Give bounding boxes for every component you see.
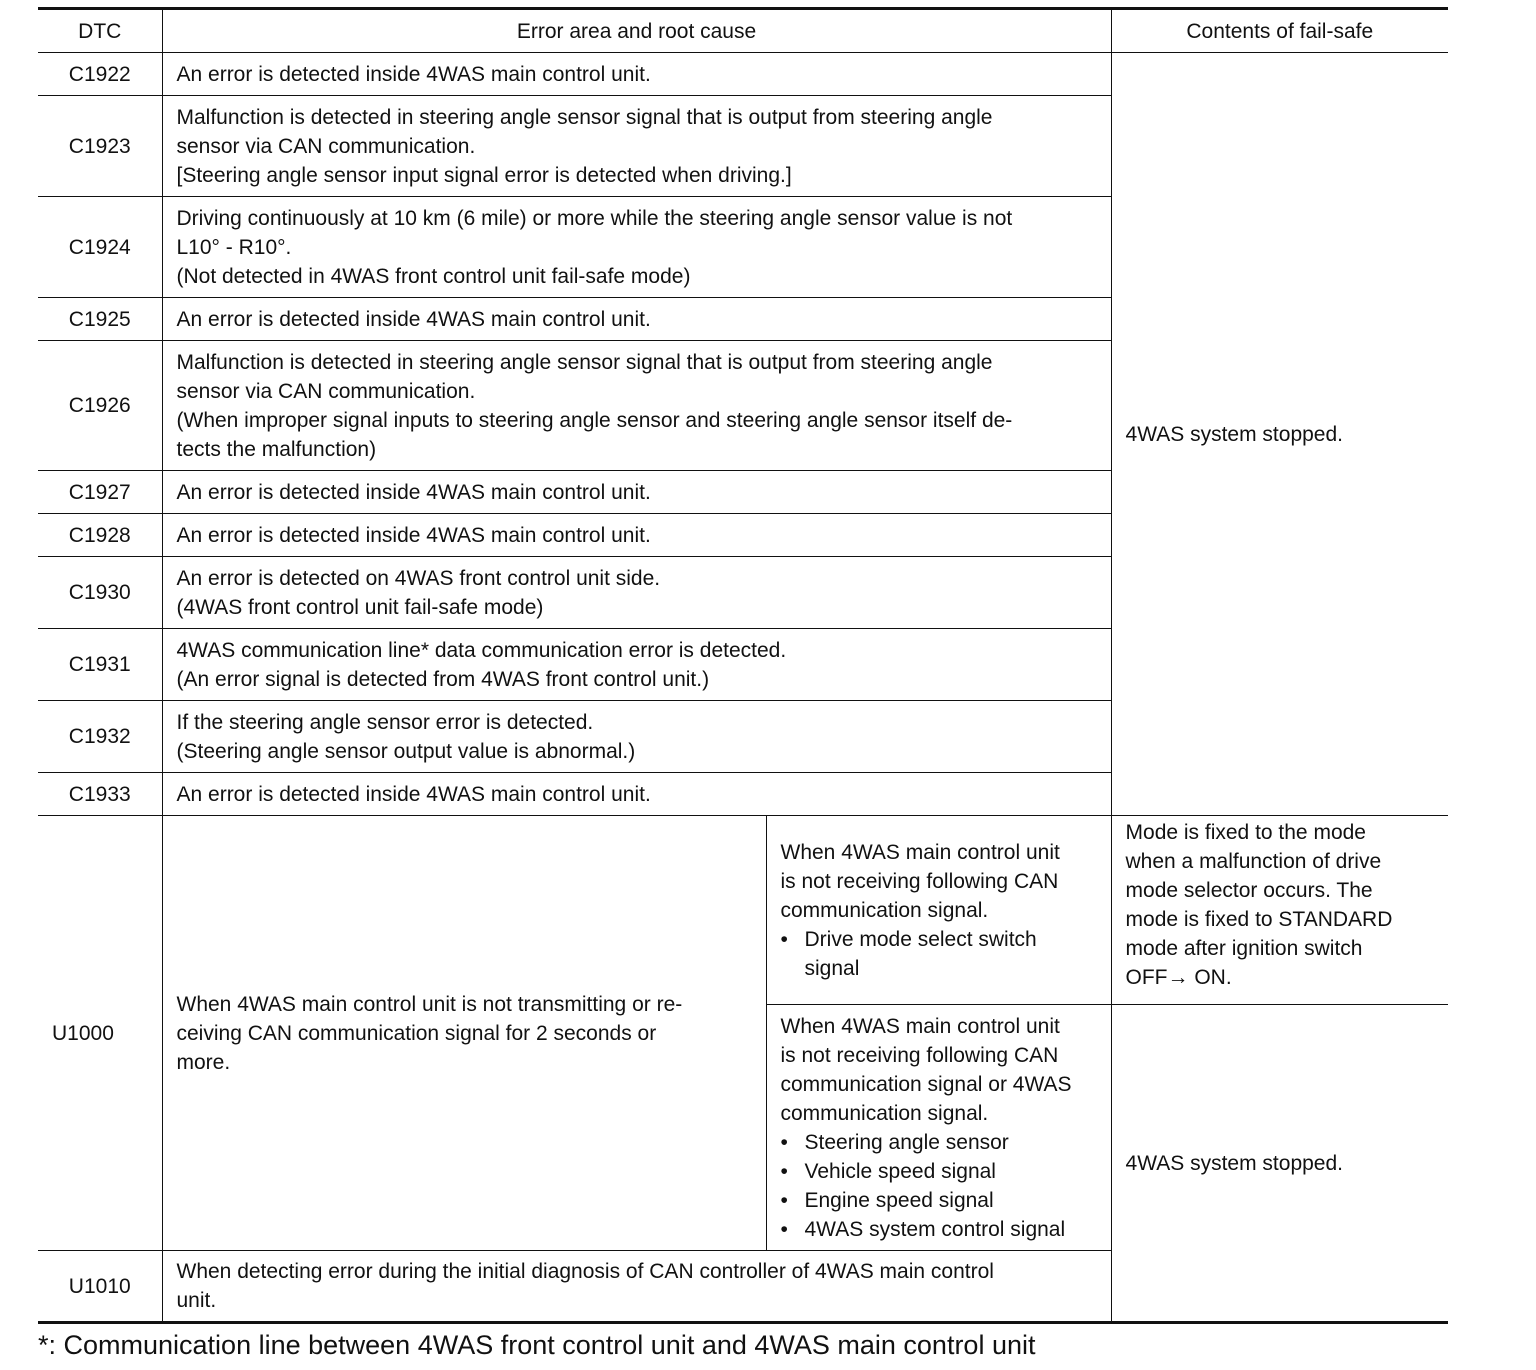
error-cause-line: ceiving CAN communication signal for 2 seconds or — [176, 1021, 657, 1045]
footnote: *: Communication line between 4WAS front control unit and 4WAS main control unit — [38, 1330, 1036, 1360]
dtc-code: U1010 — [38, 1251, 162, 1323]
error-cause — [162, 53, 1111, 96]
error-cause-line: more. — [176, 1050, 231, 1074]
bullet-text: Drive mode select switch — [804, 927, 1037, 951]
error-cause — [162, 341, 1111, 471]
error-cause-line: When detecting error during the initial diagnosis of CAN controller of 4WAS main control — [176, 1260, 994, 1283]
dtc-fail-safe-table — [38, 7, 1448, 1324]
error-condition-line: When 4WAS main control unit — [780, 840, 1060, 864]
table-row — [38, 53, 1448, 96]
fail-safe-content-line: mode is fixed to STANDARD — [1125, 908, 1393, 931]
error-condition-line: communication signal. — [780, 898, 989, 922]
error-cause-line: (4WAS front control unit fail-safe mode) — [176, 595, 544, 619]
bullet-item — [781, 925, 1097, 983]
error-condition-line: is not receiving following CAN — [780, 1043, 1059, 1067]
error-condition-line: is not receiving following CAN — [780, 869, 1059, 893]
bullet-item — [781, 1128, 1097, 1157]
fail-safe-content-line: mode after ignition switch — [1125, 937, 1363, 960]
bullet-icon: • — [780, 1159, 788, 1183]
error-cause-line: Malfunction is detected in steering angle sensor signal that is output from steering angle — [176, 350, 993, 374]
header-error-area: Error area and root cause — [162, 9, 1111, 53]
error-cause — [162, 629, 1111, 701]
error-cause-line: An error is detected on 4WAS front control unit side. — [176, 566, 661, 590]
dtc-code: C1933 — [38, 773, 162, 816]
fail-safe-content-line: when a malfunction of drive — [1125, 850, 1382, 873]
bullet-text: Steering angle sensor — [804, 1130, 1009, 1154]
error-cause-line: (An error signal is detected from 4WAS front control unit.) — [176, 667, 710, 691]
error-cause-line: unit. — [176, 1289, 217, 1312]
fail-safe-content: 4WAS system stopped. — [1111, 1005, 1448, 1323]
error-cause — [162, 816, 766, 1251]
bullet-list — [781, 1128, 1097, 1244]
error-cause-line: An error is detected inside 4WAS main control unit. — [176, 523, 651, 547]
table-header-row — [38, 9, 1448, 53]
fail-safe-content: 4WAS system stopped. — [1111, 53, 1448, 816]
error-cause-line: tects the malfunction) — [176, 437, 377, 461]
error-cause-line: If the steering angle sensor error is detected. — [176, 710, 594, 734]
bullet-text: Vehicle speed signal — [804, 1159, 996, 1183]
dtc-code: C1922 — [38, 53, 162, 96]
error-cause — [162, 773, 1111, 816]
fail-safe-content-line: Mode is fixed to the mode — [1125, 821, 1366, 844]
error-cause-line: Malfunction is detected in steering angle sensor signal that is output from steering angle — [176, 105, 993, 129]
bullet-text: 4WAS system control signal — [804, 1217, 1066, 1241]
error-cause-line: sensor via CAN communication. — [176, 379, 476, 403]
error-cause — [162, 96, 1111, 197]
error-cause-line: (When improper signal inputs to steering angle sensor and steering angle sensor itself de- — [176, 408, 1013, 432]
error-condition — [766, 1005, 1111, 1251]
fail-safe-content-line: OFF→ ON. — [1125, 966, 1232, 989]
error-cause-line: 4WAS communication line* data communication error is detected. — [176, 638, 787, 662]
error-cause-line: An error is detected inside 4WAS main control unit. — [176, 782, 651, 806]
error-cause-line: An error is detected inside 4WAS main control unit. — [176, 62, 651, 86]
error-cause — [162, 701, 1111, 773]
bullet-item — [781, 1215, 1097, 1244]
error-cause-line: (Not detected in 4WAS front control unit fail-safe mode) — [176, 264, 691, 288]
dtc-code: C1928 — [38, 514, 162, 557]
bullet-icon: • — [780, 1188, 788, 1212]
dtc-code: C1927 — [38, 471, 162, 514]
bullet-text: signal — [804, 956, 860, 980]
dtc-code: C1930 — [38, 557, 162, 629]
dtc-code: C1924 — [38, 197, 162, 298]
error-cause — [162, 471, 1111, 514]
error-cause — [162, 298, 1111, 341]
fail-safe-content-line: mode selector occurs. The — [1125, 879, 1373, 902]
bullet-icon: • — [780, 1217, 788, 1241]
bullet-icon: • — [780, 927, 788, 951]
error-condition-line: communication signal. — [780, 1101, 989, 1125]
bullet-list — [781, 925, 1097, 983]
error-cause — [162, 1251, 1111, 1323]
error-cause — [162, 557, 1111, 629]
dtc-code: C1931 — [38, 629, 162, 701]
error-condition-line: When 4WAS main control unit — [780, 1014, 1060, 1038]
dtc-code: C1926 — [38, 341, 162, 471]
error-cause — [162, 197, 1111, 298]
error-cause-line: An error is detected inside 4WAS main control unit. — [176, 307, 651, 331]
table-row — [38, 816, 1448, 1005]
dtc-code: C1923 — [38, 96, 162, 197]
error-cause-line: [Steering angle sensor input signal error is detected when driving.] — [176, 163, 792, 187]
error-condition — [766, 816, 1111, 1005]
error-cause-line: L10° - R10°. — [176, 235, 292, 259]
error-cause — [162, 514, 1111, 557]
table-body — [38, 53, 1448, 1323]
bullet-text: Engine speed signal — [804, 1188, 994, 1212]
error-cause-line: sensor via CAN communication. — [176, 134, 476, 158]
error-cause-line: When 4WAS main control unit is not transmitting or re- — [176, 992, 683, 1016]
bullet-item — [781, 1157, 1097, 1186]
dtc-code: C1932 — [38, 701, 162, 773]
bullet-icon: • — [780, 1130, 788, 1154]
header-dtc: DTC — [38, 9, 162, 53]
error-condition-line: communication signal or 4WAS — [780, 1072, 1072, 1096]
dtc-code: C1925 — [38, 298, 162, 341]
error-cause-line: (Steering angle sensor output value is abnormal.) — [176, 739, 636, 763]
error-cause-line: An error is detected inside 4WAS main control unit. — [176, 480, 651, 504]
error-cause-line: Driving continuously at 10 km (6 mile) or more while the steering angle sensor value is not — [176, 206, 1013, 230]
bullet-item — [781, 1186, 1097, 1215]
header-fail-safe: Contents of fail-safe — [1111, 9, 1448, 53]
fail-safe-content — [1111, 816, 1448, 1005]
dtc-code: U1000 — [38, 816, 162, 1251]
